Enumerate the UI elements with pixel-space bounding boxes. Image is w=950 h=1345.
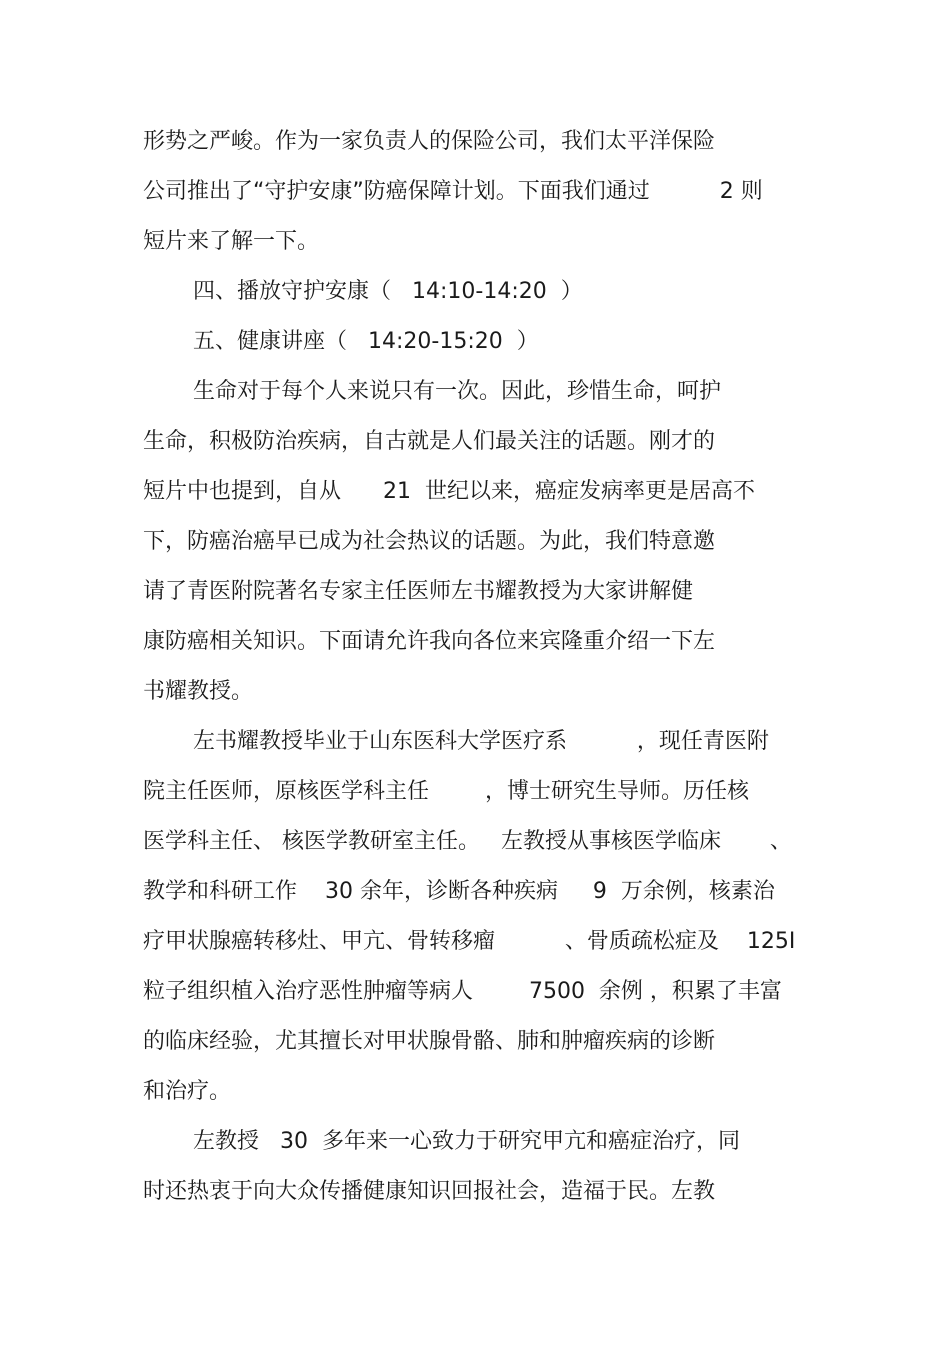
text-line: 时还热衷于向大众传播健康知识回报社会，造福于民。左教 xyxy=(143,1179,716,1204)
text-line: 短片来了解一下。 xyxy=(143,229,320,254)
text-line: 和治疗。 xyxy=(143,1079,232,1104)
text-line: 粒子组织植入治疗恶性肿瘤等病人 7500 余例 ，积累了丰富 xyxy=(143,979,782,1004)
text-line: 左教授 30 多年来一心致力于研究甲亢和癌症治疗，同 xyxy=(193,1129,740,1154)
text-line: 形势之严峻。作为一家负责人的保险公司，我们太平洋保险 xyxy=(143,129,716,154)
text-line: 请了青医附院著名专家主任医师左书耀教授为大家讲解健 xyxy=(143,579,694,604)
text-line: 的临床经验，尤其擅长对甲状腺骨骼、肺和肿瘤疾病的诊断 xyxy=(143,1029,716,1054)
text-line: 康防癌相关知识。下面请允许我向各位来宾隆重介绍一下左 xyxy=(143,629,716,654)
text-line: 公司推出了“守护安康”防癌保障计划。下面我们通过 2 则 xyxy=(143,179,763,204)
text-line: 生命对于每个人来说只有一次。因此，珍惜生命，呵护 xyxy=(193,379,722,404)
text-line: 短片中也提到，自从 21 世纪以来，癌症发病率更是居高不 xyxy=(143,479,755,504)
section-heading-four: 四、播放守护安康（ 14:10-14:20 ） xyxy=(193,279,583,304)
section-heading-five: 五、健康讲座（ 14:20-15:20 ） xyxy=(193,329,539,354)
text-line: 生命，积极防治疾病，自古就是人们最关注的话题。刚才的 xyxy=(143,429,716,454)
text-line: 医学科主任、 核医学教研室主任。 左教授从事核医学临床 、 xyxy=(143,829,792,854)
text-line: 书耀教授。 xyxy=(143,679,254,704)
text-line: 院主任医师，原核医学科主任 ，博士研究生导师。历任核 xyxy=(143,779,749,804)
text-line: 教学和科研工作 30 余年，诊断各种疾病 9 万余例，核素治 xyxy=(143,879,775,904)
text-line: 疗甲状腺癌转移灶、甲亢、骨转移瘤 、骨质疏松症及 125I xyxy=(143,929,796,954)
text-line: 左书耀教授毕业于山东医科大学医疗系 ，现任青医附 xyxy=(193,729,769,754)
text-line: 下，防癌治癌早已成为社会热议的话题。为此，我们特意邀 xyxy=(143,529,716,554)
